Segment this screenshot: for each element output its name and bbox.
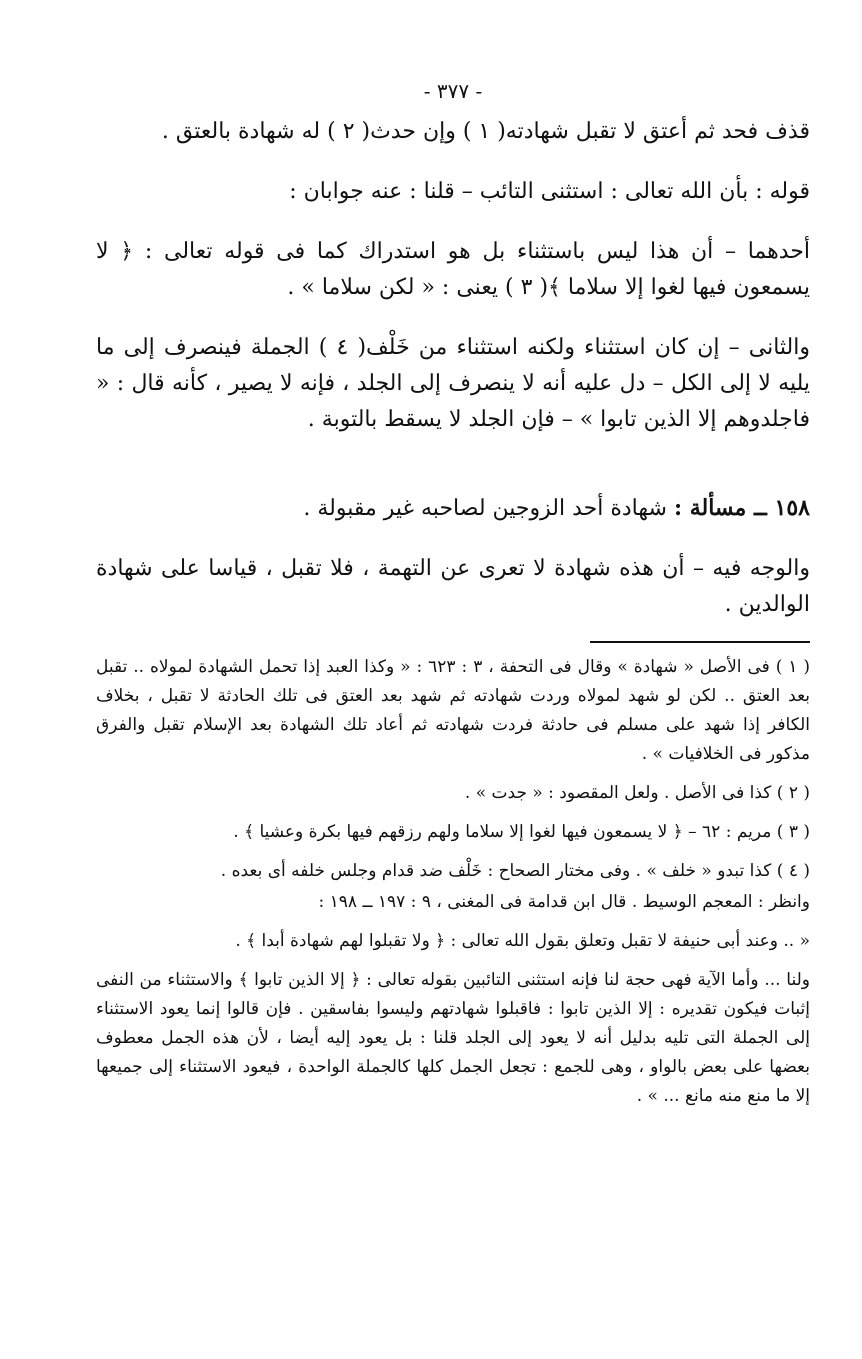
footnote-4-line-1: ( ٤ ) كذا تبدو « خلف » . وفى مختار الصحاح : خَلْف ضد قدام وجلس خلفه أى بعده . — [220, 861, 810, 881]
issue-number-label: ١٥٨ ــ مسألة : — [673, 495, 810, 521]
footnote-4-quote-2: ولنا ... وأما الآية فهى حجة لنا فإنه استثنى التائبين بقوله تعالى : ﴿ إلا الذين تابوا ﴾ والاستثناء من النفى إثبات فيكون تقديره : إلا الذين تابوا : فاقبلوا شهادتهم وليسوا بفاسقين . فإن قالوا إنما يعود الاستثناء إلى الجملة التى تليه بدليل أنه لا يعود إلى الجلد قلنا : بل يعود إليه أيضا ، لأن هذه الجمل معطوف بعضها على بعض بالواو ، وهى للجمع : تجعل الجمل كلها كالجملة الواحدة ، فيعود الاستثناء إلى جميعها إلا ما منع منه مانع ... » . — [96, 970, 810, 1106]
paragraph-6: والوجه فيه – أن هذه شهادة لا تعرى عن التهمة ، فلا تقبل ، قياسا على شهادة الوالدين . — [96, 556, 810, 617]
paragraph-3: أحدهما – أن هذا ليس باستثناء بل هو استدراك كما فى قوله تعالى : ﴿ لا يسمعون فيها لغوا إلا سلاما ﴾( ٣ ) يعنى : « لكن سلاما » . — [96, 239, 810, 300]
paragraph-2: قوله : بأن الله تعالى : استثنى التائب – قلنا : عنه جوابان : — [289, 179, 810, 204]
issue-statement: شهادة أحد الزوجين لصاحبه غير مقبولة . — [303, 496, 667, 521]
issue-heading — [96, 490, 810, 527]
main-text — [96, 114, 810, 623]
footnote-4-line-2: وانظر : المعجم الوسيط . قال ابن قدامة فى المغنى ، ٩ : ١٩٧ ــ ١٩٨ : — [318, 892, 810, 912]
footnote-4-quote-1: « .. وعند أبى حنيفة لا تقبل وتعلق بقول الله تعالى : ﴿ ولا تقبلوا لهم شهادة أبدا ﴾ . — [235, 931, 810, 951]
footnote-3: ( ٣ ) مريم : ٦٢ – ﴿ لا يسمعون فيها لغوا إلا سلاما ولهم رزقهم فيها بكرة وعشيا ﴾ . — [233, 822, 810, 842]
page-number: - ٣٧٧ - — [423, 79, 483, 103]
footnotes — [96, 653, 810, 1111]
footnote-1: ( ١ ) فى الأصل « شهادة » وقال فى التحفة ، ٣ : ٦٢٣ : « وكذا العبد إذا تحمل الشهادة لمولاه .. تقبل بعد العتق .. لكن لو شهد لمولاه وردت شهادته ثم شهد بعد العتق فى تلك الحادثة لا تقبل ، بخلاف الكافر إذا شهد على مسلم فى حادثة فردت شهادته ثم أعاد تلك الشهادة بعد الإسلام تقبل والفرق مذكور فى الخلافيات » . — [96, 657, 810, 764]
footnote-divider — [590, 641, 810, 643]
paragraph-1: قذف فحد ثم أعتق لا تقبل شهادته( ١ ) وإن حدث( ٢ ) له شهادة بالعتق . — [161, 119, 810, 144]
footnote-2: ( ٢ ) كذا فى الأصل . ولعل المقصود : « جدت » . — [464, 783, 810, 803]
paragraph-4: والثانى – إن كان استثناء ولكنه استثناء من خَلْف( ٤ ) الجملة فينصرف إلى ما يليه لا إلى الكل – دل عليه أنه لا ينصرف إلى الجلد ، فإنه لا يصير ، كأنه قال : « فاجلدوهم إلا الذين تابوا » – فإن الجلد لا يسقط بالتوبة . — [96, 335, 810, 432]
